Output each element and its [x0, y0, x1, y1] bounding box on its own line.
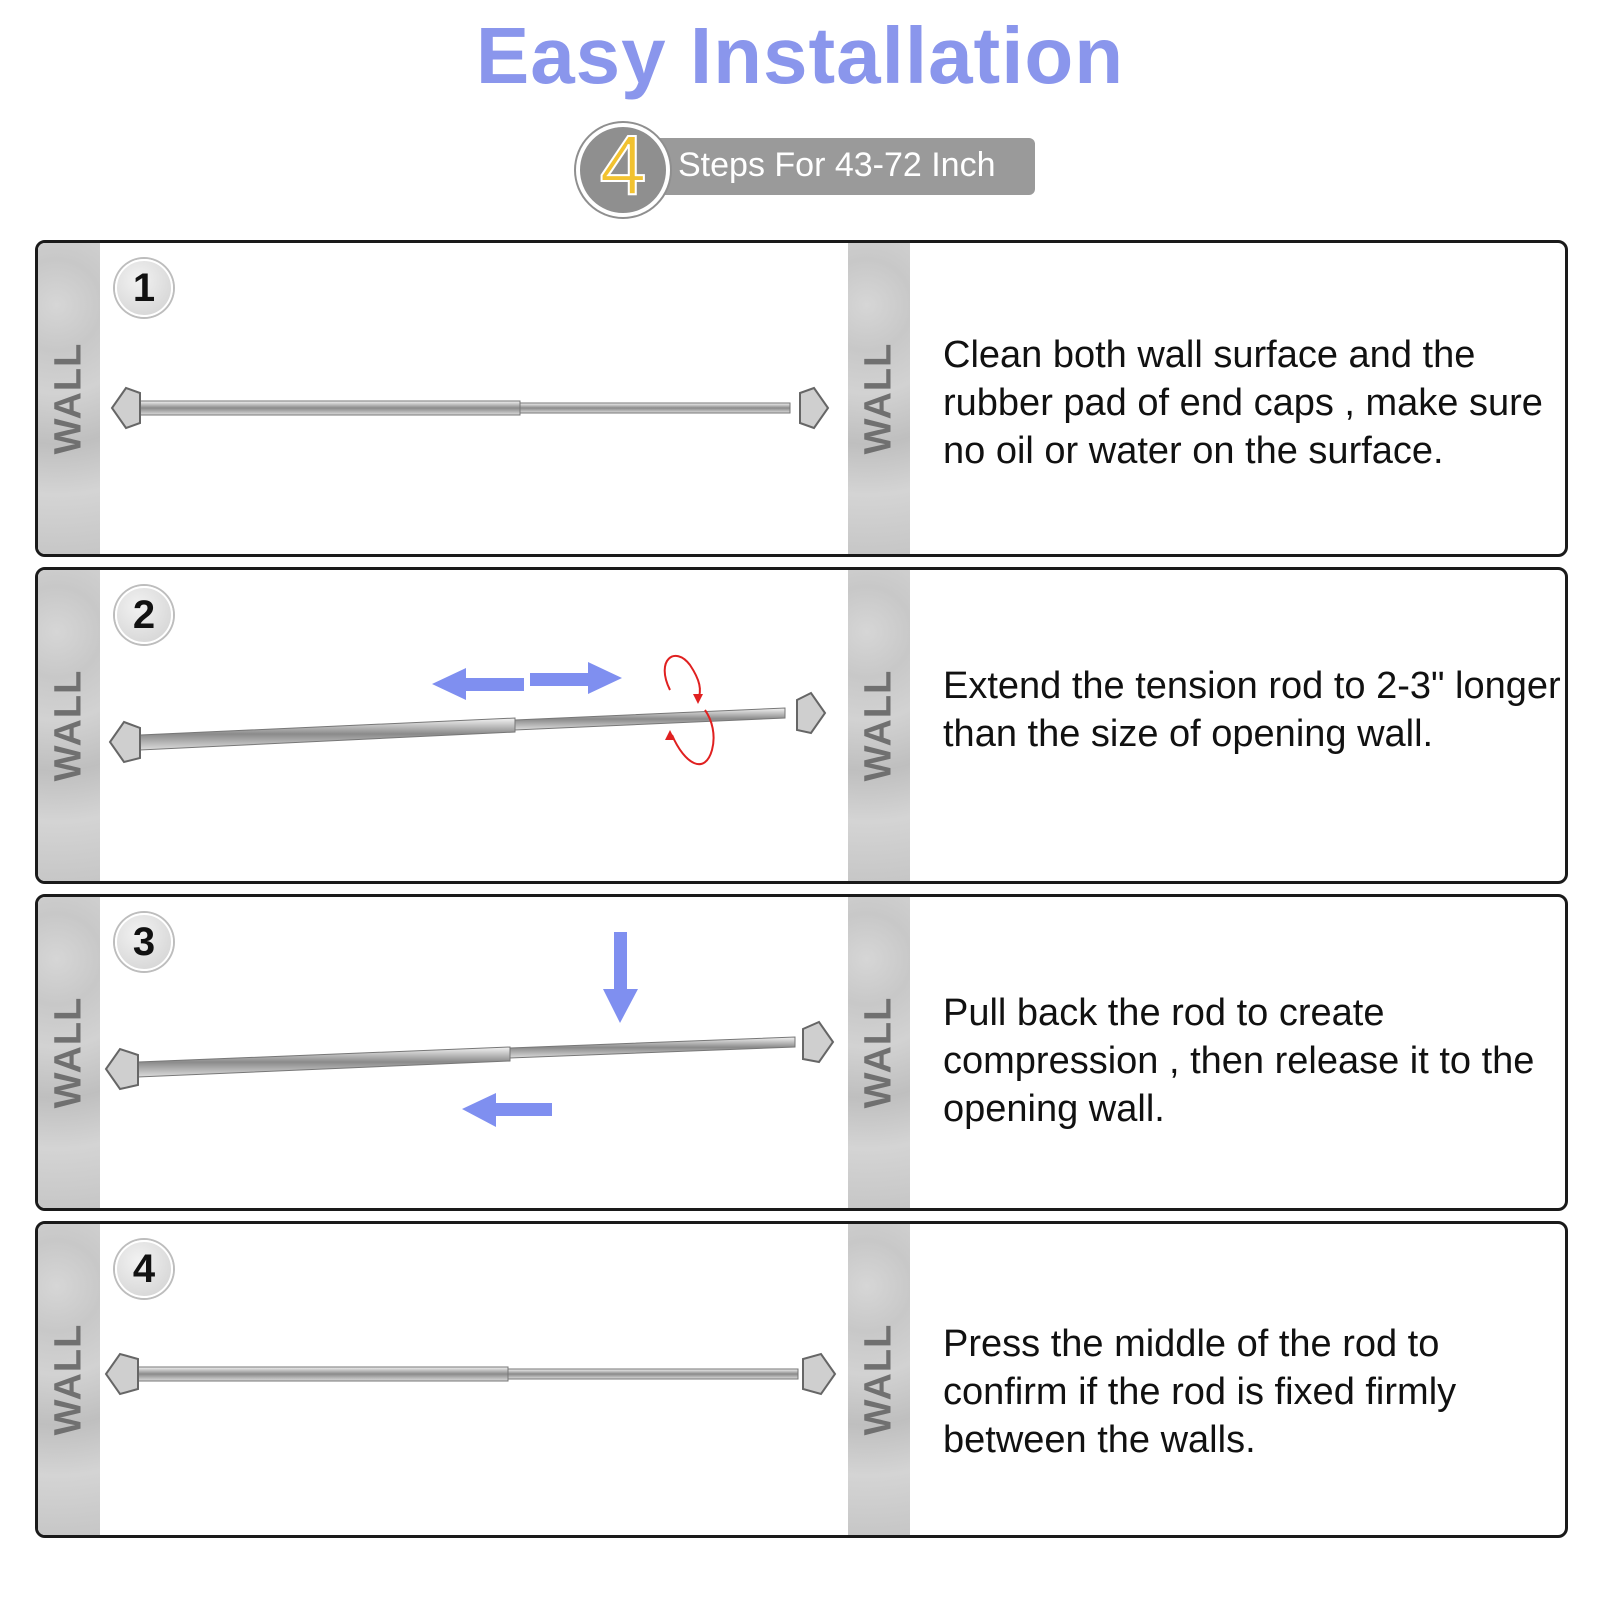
step-description: Clean both wall surface and the rubber pad of end caps , make sure no oil or water on the surface. — [943, 334, 1543, 472]
tension-rod-icon — [100, 1224, 848, 1535]
step-description: Pull back the rod to create compression , then release it to the opening wall. — [943, 992, 1535, 1130]
tension-rod-icon — [100, 897, 848, 1208]
wall-right — [848, 897, 910, 1208]
right-arrow-icon — [530, 662, 622, 694]
step-description: Extend the tension rod to 2-3" longer than the size of opening wall. — [943, 665, 1561, 755]
tension-rod — [106, 1354, 835, 1394]
wall-label: WALL — [47, 1323, 90, 1436]
tension-rod — [110, 693, 825, 762]
rotate-icon — [665, 656, 714, 764]
step-panel-2 — [35, 567, 1568, 884]
step-panel-4 — [35, 1221, 1568, 1538]
wall-label: WALL — [47, 996, 90, 1109]
step-number: 4 — [115, 1240, 173, 1298]
wall-right — [848, 1224, 910, 1535]
left-arrow-icon — [432, 668, 524, 700]
wall-label: WALL — [47, 669, 90, 782]
step-number: 3 — [115, 913, 173, 971]
step-number: 2 — [115, 586, 173, 644]
wall-label: WALL — [47, 342, 90, 455]
wall-left — [38, 570, 100, 881]
down-arrow-icon — [603, 932, 638, 1023]
step-panel-3 — [35, 894, 1568, 1211]
steps-badge-text: Steps For 43-72 Inch — [678, 146, 996, 184]
wall-right — [848, 570, 910, 881]
wall-left — [38, 243, 100, 554]
wall-left — [38, 897, 100, 1208]
tension-rod-icon — [100, 243, 848, 554]
tension-rod — [112, 388, 828, 428]
page-title: Easy Installation — [475, 11, 1125, 100]
steps-badge-number: 4 — [599, 118, 647, 212]
left-arrow-icon — [462, 1093, 552, 1127]
wall-label: WALL — [857, 342, 900, 455]
wall-right — [848, 243, 910, 554]
tension-rod — [106, 1022, 833, 1089]
wall-label: WALL — [857, 669, 900, 782]
wall-left — [38, 1224, 100, 1535]
step-number: 1 — [115, 259, 173, 317]
step-panel-1 — [35, 240, 1568, 557]
wall-label: WALL — [857, 996, 900, 1109]
step-description: Press the middle of the rod to confirm if the rod is fixed firmly between the walls. — [943, 1323, 1457, 1461]
wall-label: WALL — [857, 1323, 900, 1436]
tension-rod-icon — [100, 570, 848, 881]
